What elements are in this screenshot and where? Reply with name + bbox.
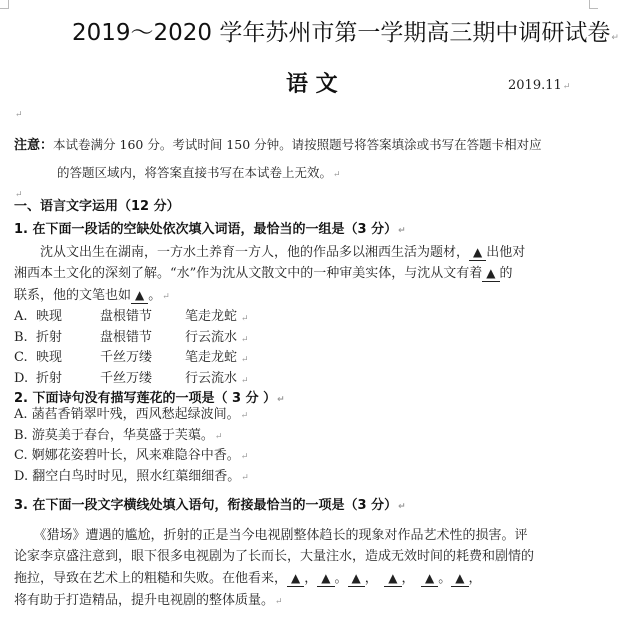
paragraph-mark: ↵ <box>15 190 23 200</box>
page-corner-mark-left <box>0 0 9 9</box>
passage-line <box>14 592 283 611</box>
option-word-1: 映现 <box>36 309 63 324</box>
stem-text: 2. 下面诗句没有描写莲花的一项是（ 3 分 ） <box>14 391 277 406</box>
notice-label: 注意： <box>14 138 54 153</box>
option-word-1: 映现 <box>36 350 63 365</box>
notice-text: 的答题区域内，将答案直接书写在本试卷上无效。 <box>57 165 333 180</box>
passage-text: 《猎场》遭遇的尴尬，折射的正是当今电视剧整体趋长的现象对作品艺术性的损害。评 <box>14 528 528 543</box>
passage-text: ， <box>304 571 318 586</box>
passage-text: 。 <box>438 571 452 586</box>
stem-text: 3. 在下面一段文字横线处填入语句，衔接最恰当的一项是（3 分） <box>14 498 398 513</box>
answer-blank: ▲ <box>451 571 468 587</box>
answer-blank: ▲ <box>482 266 499 282</box>
question-1-stem <box>14 221 406 240</box>
option-row <box>14 468 249 487</box>
paragraph-mark: ↵ <box>398 226 406 236</box>
section-heading <box>14 198 180 216</box>
option-row <box>14 329 274 347</box>
passage-text: ， <box>364 571 385 586</box>
paragraph-mark: ↵ <box>241 314 249 324</box>
title-text: 2019～2020 学年苏州市第一学期高三期中调研试卷 <box>72 20 611 46</box>
paragraph-mark: ↵ <box>241 472 249 483</box>
option-letter: A. <box>14 309 28 324</box>
paragraph-mark: ↵ <box>611 33 619 43</box>
passage-line <box>14 527 528 545</box>
option-row <box>14 406 248 425</box>
passage-text: 湘西本土文化的深刻了解。“水”作为沈从文散文中的一种审美实体，与沈从文有着 <box>14 266 483 281</box>
paragraph-mark: ↵ <box>162 292 170 302</box>
option-word-3: 笔走龙蛇 <box>185 309 238 324</box>
option-word-2: 千丝万缕 <box>100 370 153 386</box>
option-text: D. 翻空白鸟时时见，照水红蕖细细香。 <box>14 468 241 484</box>
paragraph-mark: ↵ <box>562 82 571 92</box>
passage-text: 联系，他的文笔也如 <box>14 288 132 303</box>
paragraph-mark: ↵ <box>275 597 283 607</box>
paragraph-mark: ↵ <box>241 355 249 365</box>
option-row <box>14 370 274 388</box>
option-text: B. 游莫美于春台，华莫盛于芙蕖。 <box>14 427 214 443</box>
paragraph-mark: ↵ <box>398 502 406 512</box>
answer-blank: ▲ <box>384 571 401 587</box>
passage-text: 拖拉，导致在艺术上的粗糙和失败。在他看来， <box>14 571 288 586</box>
answer-blank: ▲ <box>287 571 304 587</box>
option-text: A. 菡萏香销翠叶残，西风愁起绿波间。 <box>14 407 240 422</box>
option-letter: D. <box>14 370 29 386</box>
passage-line <box>14 570 482 588</box>
answer-blank: ▲ <box>317 571 334 587</box>
passage-text: 将有助于打造精品，提升电视剧的整体质量。 <box>14 593 275 608</box>
option-row <box>14 447 248 466</box>
paragraph-mark: ↵ <box>333 170 341 180</box>
answer-blank: ▲ <box>348 571 365 587</box>
paragraph-mark: ↵ <box>277 395 285 405</box>
option-word-2: 盘根错节 <box>100 329 153 345</box>
passage-text: 出他对 <box>486 245 526 260</box>
passage-text: 沈从文出生在湖南，一方水土养育一方人，他的作品多以湘西生活为题材， <box>14 245 470 260</box>
option-word-3: 行云流水 <box>185 329 238 345</box>
passage-text: 论家李京盛注意到，眼下很多电视剧为了长而长，大量注水，造成无效时间的耗费和剧情的 <box>14 549 535 564</box>
passage-text: ， <box>401 571 422 586</box>
option-word-2: 千丝万缕 <box>100 350 153 365</box>
paragraph-mark: ↵ <box>15 110 23 120</box>
passage-line <box>14 548 534 566</box>
option-letter: B. <box>14 329 28 345</box>
date-text: 2019.11 <box>508 78 562 93</box>
paragraph-mark: ↵ <box>240 452 249 462</box>
option-word-3: 行云流水 <box>185 370 238 386</box>
passage-text: 。 <box>148 288 162 303</box>
option-word-1: 折射 <box>36 329 63 345</box>
option-row <box>14 427 222 446</box>
option-row <box>14 349 274 367</box>
stem-text: 1. 在下面一段话的空缺处依次填入词语，最恰当的一组是（3 分） <box>14 222 398 237</box>
passage-line <box>14 287 170 306</box>
option-word-2: 盘根错节 <box>100 309 153 324</box>
subject-title: 语 文 <box>286 71 338 97</box>
notice-line-1 <box>14 136 542 155</box>
option-letter: C. <box>14 350 28 365</box>
answer-blank: ▲ <box>469 245 486 261</box>
passage-line <box>14 244 525 262</box>
option-row <box>14 308 274 326</box>
passage-text: 。 <box>334 571 348 586</box>
passage-line <box>14 265 513 283</box>
answer-blank: ▲ <box>131 288 148 304</box>
question-3-stem <box>14 497 406 516</box>
notice-text: 本试卷满分 160 分。考试时间 150 分钟。请按照题号将答案填涂或书写在答题卡相对应 <box>53 137 542 152</box>
option-word-3: 笔走龙蛇 <box>185 350 238 365</box>
section-heading-text: 一、语言文字运用（12 分） <box>14 199 180 214</box>
paragraph-mark: ↵ <box>241 334 249 345</box>
option-text: C. 婀娜花姿碧叶长，风来难隐谷中香。 <box>14 448 240 463</box>
option-word-1: 折射 <box>36 370 63 386</box>
page-corner-mark-right <box>589 0 598 9</box>
answer-blank: ▲ <box>421 571 438 587</box>
passage-text: ， <box>468 571 482 586</box>
paragraph-mark: ↵ <box>240 411 249 421</box>
paragraph-mark: ↵ <box>214 431 223 442</box>
passage-text: 的 <box>499 266 513 281</box>
exam-date <box>508 77 570 96</box>
paragraph-mark: ↵ <box>241 375 249 386</box>
exam-title <box>72 18 619 53</box>
notice-line-2 <box>57 164 341 184</box>
